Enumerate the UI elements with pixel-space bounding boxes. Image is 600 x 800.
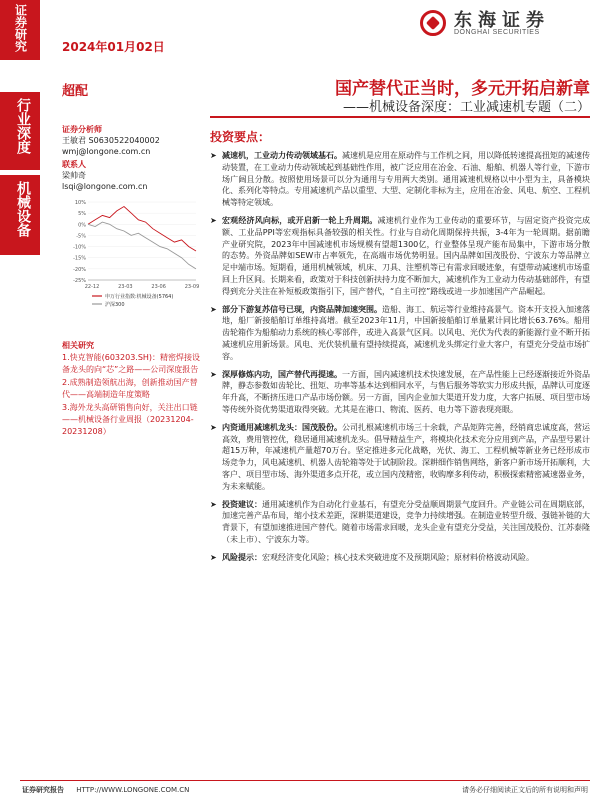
logo-mark-icon — [420, 10, 446, 36]
arrow-icon: ➤ — [210, 151, 217, 160]
point-text: 通用减速机作为自动化行业基石，有望充分受益顺周期景气度回升。产业链公司在周期底部，加速完善产品布局，缩小技术差距，深耕渠道建设，竞争力持续增强。在制造业转型升级、强链补链的大背景下，有望加速推进国产替代。随着市场需求回暖，龙头企业有望充分受益，关注国茂股份、江苏泰隆（未上市）、宁波东力等。 — [222, 499, 590, 544]
band-top-text: 证券研究 — [13, 4, 28, 52]
band-industry — [0, 175, 40, 255]
footer-disclaimer: 请务必仔细阅读正文后的所有说明和声明 — [462, 786, 588, 794]
footer-url[interactable]: HTTP://WWW.LONGONE.COM.CN — [76, 786, 190, 794]
y-tick-label: -10% — [73, 244, 86, 251]
y-tick-label: 10% — [74, 200, 86, 206]
report-date: 2024年01月02日 — [62, 40, 165, 54]
band-category-text: 行业深度 — [15, 98, 31, 154]
contact-1-email[interactable]: lsqi@longone.com.cn — [62, 182, 148, 191]
left-band — [0, 0, 40, 800]
arrow-icon: ➤ — [210, 499, 217, 509]
point-bold: 内资通用减速机龙头：国茂股份。 — [222, 422, 342, 432]
arrow-icon: ➤ — [210, 369, 217, 379]
related-item[interactable]: 3.海外龙头高研销售向好，关注出口链——机械设备行业周报（20231204-20231208） — [62, 403, 198, 436]
logo-en: DONGHAI SECURITIES — [454, 29, 540, 36]
band-industry-text: 机械设备 — [15, 181, 31, 237]
x-tick-label: 23-03 — [118, 284, 133, 290]
footer-divider — [20, 780, 590, 781]
contact-heading: 联系人 — [62, 160, 86, 169]
y-tick-label: -5% — [76, 233, 86, 240]
report-subtitle: ——机械设备深度：工业减速机专题（二） — [342, 100, 590, 115]
point-item — [210, 215, 590, 298]
points-heading: 投资要点： — [210, 130, 271, 144]
footer-left — [22, 785, 189, 795]
index-chart — [62, 198, 202, 330]
company-logo — [420, 6, 590, 42]
y-tick-label: -20% — [73, 266, 86, 273]
contact-1: 梁帅奇 — [62, 171, 86, 180]
footer-label: 证券研究报告 — [22, 786, 64, 794]
series-line — [88, 222, 196, 269]
arrow-icon: ➤ — [210, 304, 217, 314]
band-research-label — [0, 0, 40, 60]
point-bold: 部分下游复苏信号已现，内资品牌加速突围。 — [222, 304, 382, 314]
band-category — [0, 92, 40, 170]
rating: 超配 — [62, 84, 89, 99]
arrow-icon: ➤ — [210, 422, 217, 432]
point-item — [210, 552, 590, 564]
related-item[interactable]: 2.成熟制造领航出海，创新推动国产替代——高端制造年度策略 — [62, 378, 198, 399]
point-text: 减速机行业作为工业传动的重要环节，与固定资产投资完成额、工业品PPI等宏观指标具备较强的相关性。行业与自动化周期保持共振，3-4年为一轮周期。据前瞻产业研究院，2023年中国减速机市场规模有望超1300亿，行业整体呈现产能布局集中，下游市场分散的态势。外资品牌如SEW市占率领先，在高端市场优势明显。国内品牌如国茂股份、宁波东力等品牌立足中端市场。短期看，通用机械领域，机床、刀具、注塑机等已有需求回暖迹象，有望带动减速机市场重回上升区间。长期来看，政策对于科技创新扶持力度不断加大，减速机作为工业动力传动基础部件，有望得到充分关注在补短板政策指引下，国产替代，“自主可控”路线或进一步加速国产产品崛起。 — [222, 215, 590, 296]
index-chart-svg — [62, 198, 202, 330]
related-list — [62, 352, 202, 439]
point-item — [210, 499, 590, 546]
y-tick-label: 5% — [78, 211, 86, 218]
point-item — [210, 422, 590, 493]
y-tick-label: -15% — [73, 255, 86, 262]
y-tick-label: -25% — [73, 278, 86, 284]
point-text: 造船、海工、航运等行业维持高景气。资本开支投入加速落地，船厂新接船舶订单维持高增。截至2023年11月，中国新接船舶订单量累计同比增长63.76%。船用齿轮箱作为船舶动力系统的核心零部件，或进入高景气区间。以风电、光伏为代表的新能源行业不断开拓减速机应用新场景。风电、光伏装机量有望持续提高，减速机龙头绑定行业大客户，有望充分受益市场扩容。 — [222, 304, 590, 361]
point-bold: 风险提示： — [222, 552, 262, 562]
logo-cn: 东海证券 — [454, 10, 550, 31]
point-bold: 深厚修炼内功，国产替代再提速。 — [222, 369, 342, 379]
point-bold: 投资建议： — [222, 499, 262, 509]
report-title: 国产替代正当时，多元开拓启新章 — [335, 79, 590, 99]
point-text: 一方面，国内减速机技术快速发展，在产品性能上已经逐渐接近外资品牌，静态参数如齿轮比、扭矩、功率等基本达到相同水平，与售后服务等软实力形成共振，品牌认可度逐年升高，不断挤压进口产品市场份额。另一方面，国内企业加大渠道开发力度，大客户拓展、项目型市场等传统外资优势渠道取得突破。尤其是在港口、物流、医药、电力等下游表现亮眼。 — [222, 369, 590, 414]
analyst-heading: 证券分析师 — [62, 125, 102, 134]
analyst-1-email[interactable]: wmj@longone.com.cn — [62, 147, 151, 156]
point-text: 减速机是应用在原动件与工作机之间，用以降低转速提高扭矩的减速传动装置，在工业动力传动领域起到基础性作用，被广泛应用在冶金、石油、船舶、机器人等行业，下游市场广阔且分散。按照使用场景可以分为通用与专用两大类别。通用减速机规格以中小型为主，具备模块化、系列化等特点。专用减速机产品以重型、大型、定制化非标为主，应用在冶金、风电、航空、工程机械等特定领域。 — [222, 151, 590, 208]
point-bold: 宏观经济风向标，或开启新一轮上升周期。 — [222, 215, 378, 225]
title-divider — [210, 116, 590, 118]
point-text: 宏观经济变化风险；核心技术突破进度不及预期风险；原材料价格波动风险。 — [262, 552, 534, 562]
point-item — [210, 304, 590, 363]
related-item[interactable]: 1.快克智能(603203.SH)：精密焊接设备龙头的向“芯”之路——公司深度报告 — [62, 353, 201, 374]
points-list — [210, 150, 590, 570]
analyst-block — [62, 122, 197, 192]
y-tick-label: 0% — [78, 222, 86, 229]
point-text: 公司扎根减速机市场三十余载，产品矩阵完善，经销商忠诚度高，营运高效，费用管控优，稳居通用减速机龙头。倡导精益生产，将模块化技术充分应用到产品，产品型号累计超15万种，年减速机产量超70万台。坚定推进多元化战略，光伏、海工、工程机械等新业务已经形成市场竞争力，风电减速机、机器人齿轮箱等处于试制阶段。深耕细作销售网络，新客户新市场开拓顺利，大客户、项目型市场、海外渠道多点开花，或立国内茂精密，收购摩多利传动，积极探索精密减速器业务，为未来赋能。 — [222, 422, 590, 491]
legend-label: 沪深300 — [105, 302, 125, 308]
legend-label: 申万行业指数:机械设备(5764) — [105, 294, 174, 300]
x-tick-label: 23-09 — [184, 284, 200, 290]
x-tick-label: 23-06 — [151, 284, 166, 290]
analyst-1: 王敏君 S0630522040002 — [62, 136, 160, 145]
point-bold: 减速机，工业动力传动领域基石。 — [222, 151, 342, 160]
related-heading: 相关研究 — [62, 341, 94, 350]
point-item — [210, 150, 590, 209]
point-item — [210, 369, 590, 416]
x-tick-label: 22-12 — [84, 284, 100, 290]
arrow-icon: ➤ — [210, 552, 217, 562]
arrow-icon: ➤ — [210, 215, 217, 225]
